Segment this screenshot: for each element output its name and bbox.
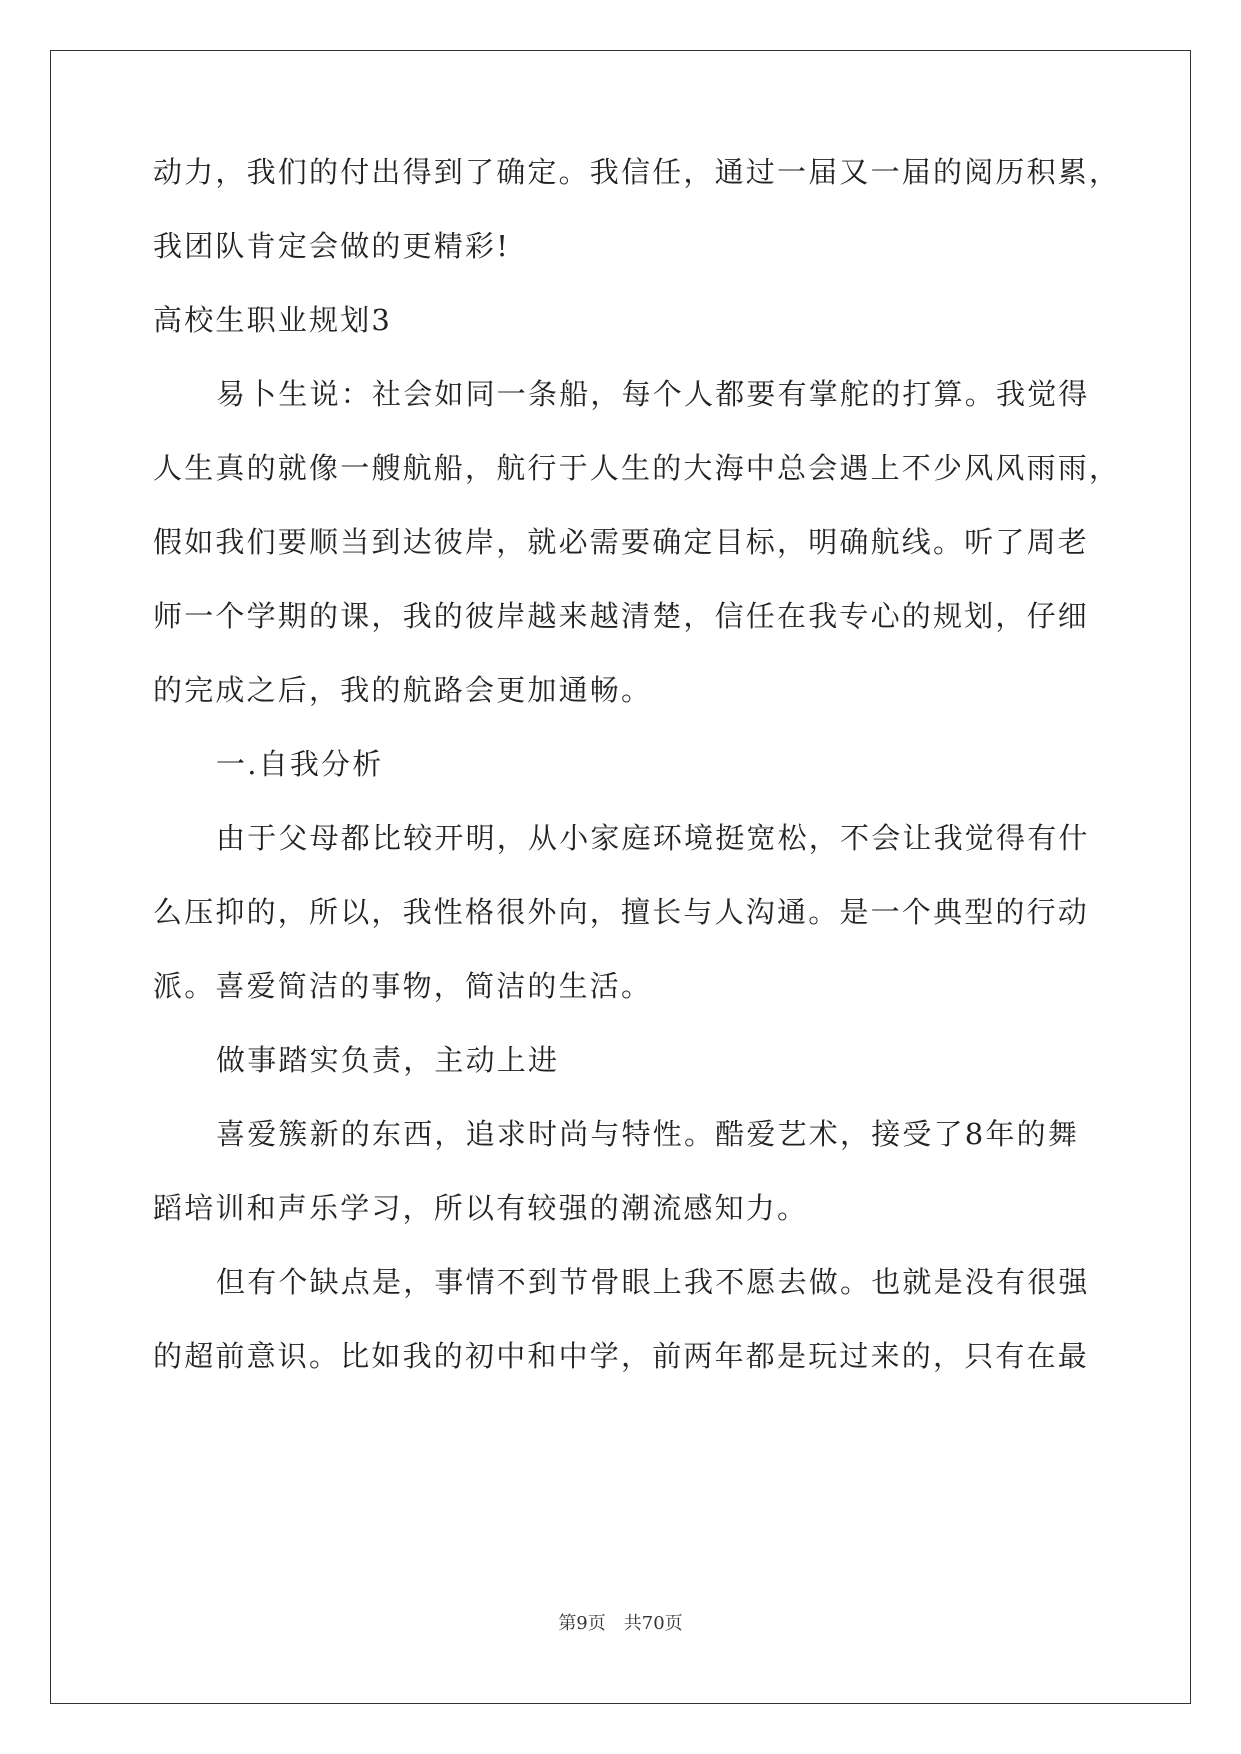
- text-line: 派。喜爱简洁的事物，简洁的生活。: [153, 969, 653, 1003]
- page-number: 第9页 共70页: [558, 1613, 683, 1634]
- text-line: 蹈培训和声乐学习，所以有较强的潮流感知力。: [153, 1191, 809, 1225]
- text-line: 我团队肯定会做的更精彩!: [153, 229, 511, 263]
- text-line: 易卜生说：社会如同一条船，每个人都要有掌舵的打算。我觉得: [216, 377, 1090, 411]
- text-line: 做事踏实负责，主动上进: [216, 1043, 560, 1077]
- text-line: 由于父母都比较开明，从小家庭环境挺宽松，不会让我觉得有什: [216, 821, 1090, 855]
- text-line: 假如我们要顺当到达彼岸，就必需要确定目标，明确航线。听了周老: [153, 525, 1090, 559]
- text-line: 但有个缺点是，事情不到节骨眼上我不愿去做。也就是没有很强: [216, 1265, 1090, 1299]
- text-line: 的完成之后，我的航路会更加通畅。: [153, 673, 653, 707]
- text-line: 的超前意识。比如我的初中和中学，前两年都是玩过来的，只有在最: [153, 1339, 1090, 1373]
- section-heading: 高校生职业规划3: [153, 303, 393, 337]
- text-line: 么压抑的，所以，我性格很外向，擅长与人沟通。是一个典型的行动: [153, 895, 1090, 929]
- text-line: 喜爱簇新的东西，追求时尚与特性。酷爱艺术，接受了8年的舞: [216, 1117, 1080, 1151]
- text-line: 人生真的就像一艘航船，航行于人生的大海中总会遇上不少风风雨雨，: [153, 451, 1121, 485]
- subsection-heading: 一.自我分析: [216, 747, 384, 781]
- text-line: 师一个学期的课，我的彼岸越来越清楚，信任在我专心的规划，仔细: [153, 599, 1090, 633]
- text-line: 动力，我们的付出得到了确定。我信任，通过一届又一届的阅历积累，: [153, 155, 1121, 189]
- page-frame: [50, 50, 1191, 1704]
